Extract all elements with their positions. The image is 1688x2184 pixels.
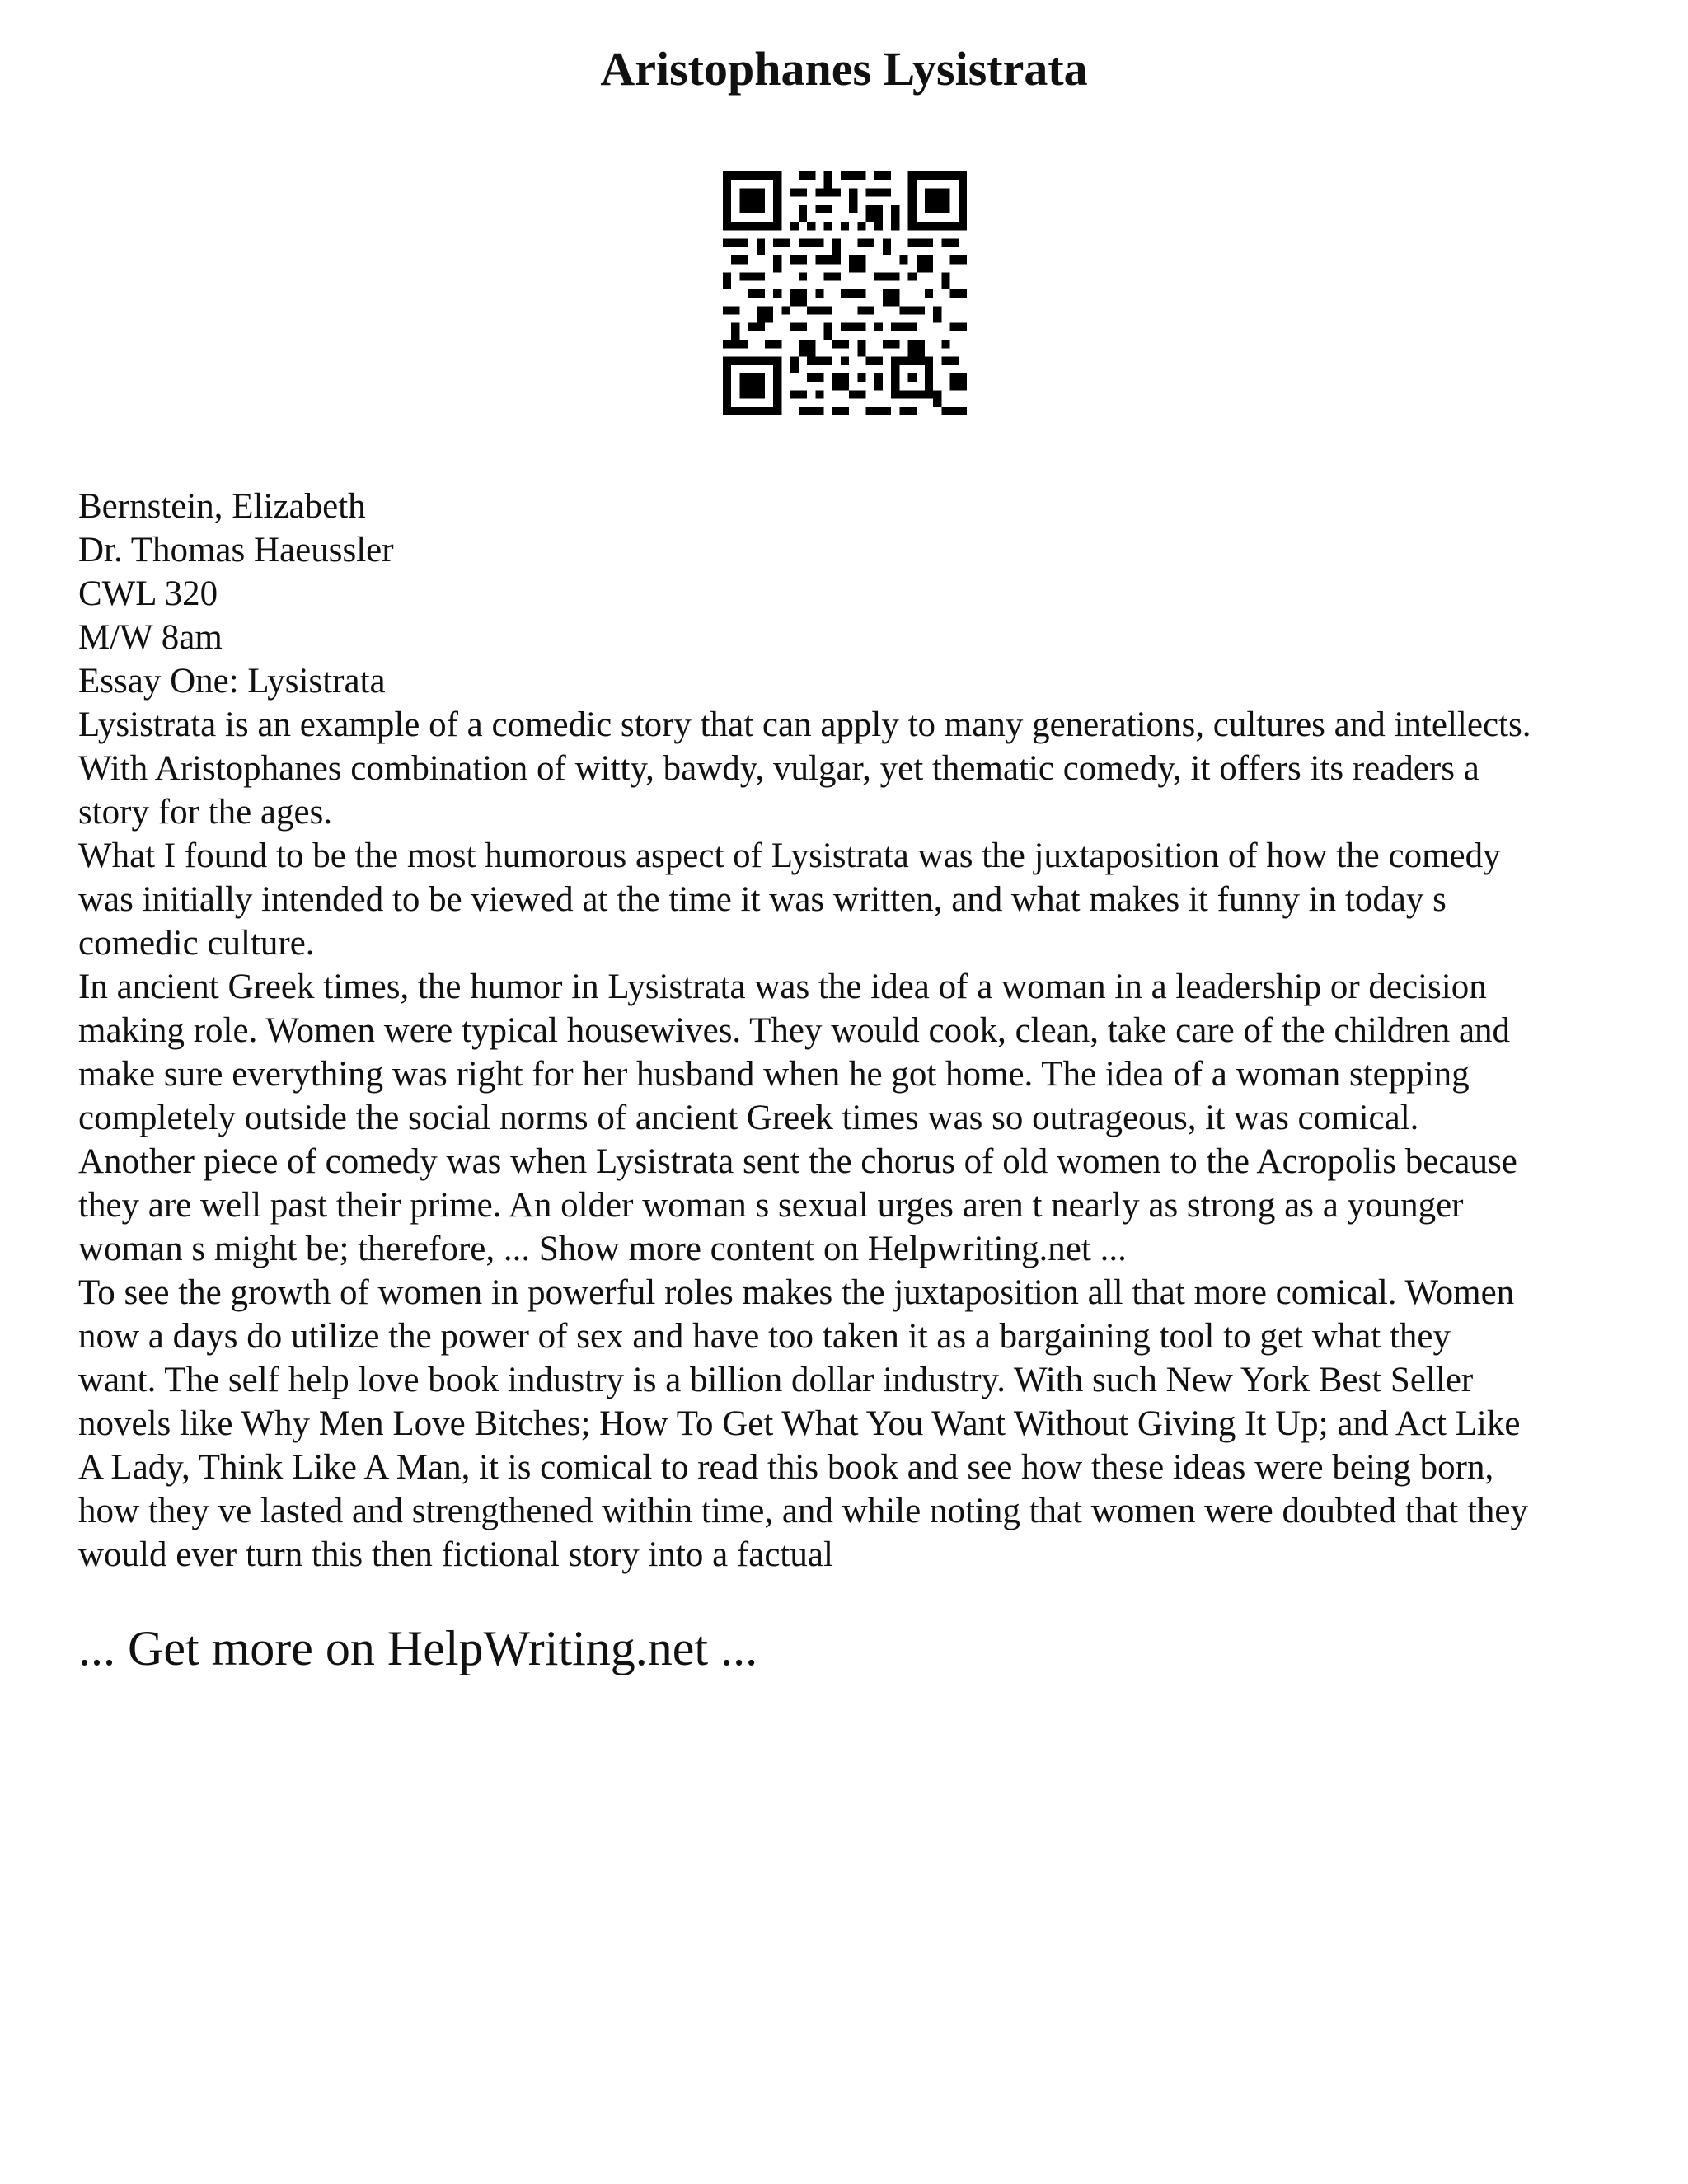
body-line: story for the ages. [78,793,333,832]
body-line: make sure everything was right for her husband when he got home. The idea of a woman stepping [78,1055,1470,1094]
body-line: completely outside the social norms of ancient Greek times was so outrageous, it was comical. [78,1099,1419,1137]
body-line: was initially intended to be viewed at the time it was written, and what makes it funny in today s [78,880,1447,919]
body-line: novels like Why Men Love Bitches; How To Get What You Want Without Giving It Up; and Act Like [78,1404,1521,1443]
body-line: Lysistrata is an example of a comedic story that can apply to many generations, cultures and intellects. [78,705,1531,744]
class-schedule: M/W 8am [78,618,223,657]
essay-body [78,703,1628,1577]
body-line: A Lady, Think Like A Man, it is comical to read this book and see how these ideas were being born, [78,1448,1494,1487]
body-line: comedic culture. [78,924,315,963]
body-line: they are well past their prime. An older woman s sexual urges aren t nearly as strong as a younger [78,1186,1464,1225]
essay-header [78,485,1628,703]
body-line: how they ve lasted and strengthened within time, and while noting that women were doubted that they [78,1492,1528,1530]
body-line: With Aristophanes combination of witty, bawdy, vulgar, yet thematic comedy, it offers its readers a [78,749,1479,788]
course-code: CWL 320 [78,574,218,613]
essay-title: Essay One: Lysistrata [78,662,386,701]
body-line: want. The self help love book industry is a billion dollar industry. With such New York Best Seller [78,1361,1474,1399]
qr-code-icon [723,171,967,415]
body-line: To see the growth of women in powerful roles makes the juxtaposition all that more comical. Women [78,1273,1515,1312]
body-line: making role. Women were typical housewives. They would cook, clean, take care of the children and [78,1011,1511,1050]
body-line: In ancient Greek times, the humor in Lysistrata was the idea of a woman in a leadership or decision [78,968,1487,1006]
body-line: would ever turn this then fictional story into a factual [78,1535,833,1574]
document-title: Aristophanes Lysistrata [600,42,1088,96]
body-line: now a days do utilize the power of sex and have too taken it as a bargaining tool to get what they [78,1317,1451,1356]
instructor-name: Dr. Thomas Haeussler [78,531,394,569]
body-line: What I found to be the most humorous aspect of Lysistrata was the juxtaposition of how the comedy [78,837,1501,875]
body-line: woman s might be; therefore, ... Show more content on Helpwriting.net ... [78,1230,1127,1268]
author-name: Bernstein, Elizabeth [78,487,366,526]
get-more-link[interactable]: ... Get more on HelpWriting.net ... [78,1621,758,1675]
body-line: Another piece of comedy was when Lysistrata sent the chorus of old women to the Acropolis because [78,1142,1517,1181]
